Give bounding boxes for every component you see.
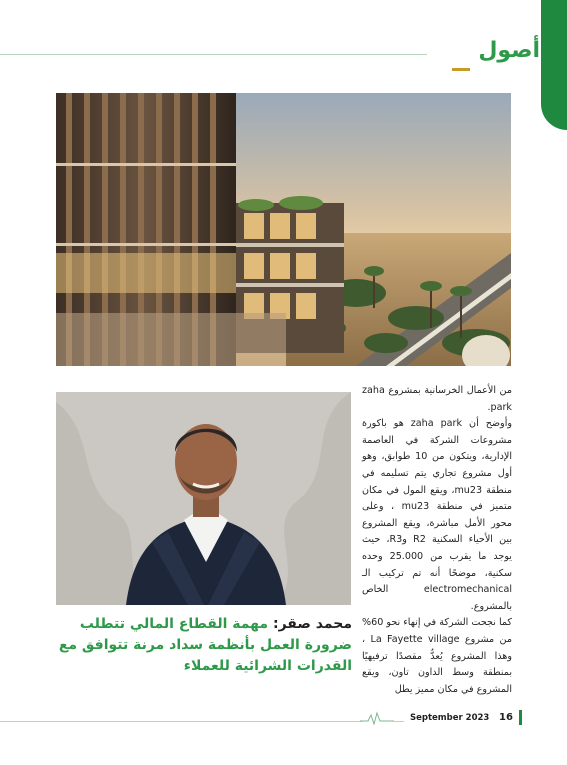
headline-speaker: محمد صقر: — [272, 616, 352, 632]
page-number-marker — [519, 710, 522, 725]
article-headline — [54, 614, 352, 677]
header-rule — [0, 54, 427, 55]
magazine-logo — [446, 38, 540, 72]
article-paragraph: وأوضح أن zaha park هو باكورة مشروعات الشركة في العاصمة الإدارية، ويتكون من 10 طوابق، وهو أول مشروع تجاري يتم تسليمه في منطقة mu23، ويقع المول في مكان متميز في منطقة mu23 ، وعلى محور الأمل مباشرة، ويقع المشروع بين الأحياء السكنية R2 وR3، حيث يوجد ما يقرب من 25.000 وحده سكنية، موضحًا أنه تم تركيب الـ electromechanical الخاص بالمشروع. — [362, 418, 513, 612]
logo-wordmark: أصول — [478, 38, 540, 63]
page-corner-tab — [541, 0, 567, 130]
headline-text: مهمة القطاع المالي تتطلب ضرورة العمل بأنظمة سداد مرنة تتوافق مع القدرات الشرائية للعملاء — [58, 616, 352, 674]
page-number: 16 — [499, 712, 513, 723]
article-body — [362, 383, 512, 698]
article-paragraph: كما نجحت الشركة في إنهاء نحو 60% من مشروع La Fayette village ، وهذا المشروع يُعدُّ مقصدًا ترفيهيًا بمنطقة وسط الداون تاون، ويقع المشروع في مكان مميز يطل — [362, 617, 512, 695]
portrait-photo — [56, 392, 351, 605]
building-photo — [56, 93, 511, 366]
logo-accent-bar — [452, 68, 470, 71]
article-paragraph: من الأعمال الخرسانية بمشروع zaha park. — [362, 385, 512, 413]
footer-rule-segment — [392, 721, 404, 722]
pulse-line-icon — [360, 711, 394, 725]
footer-rule — [0, 721, 362, 722]
issue-date: September 2023 — [410, 713, 490, 723]
